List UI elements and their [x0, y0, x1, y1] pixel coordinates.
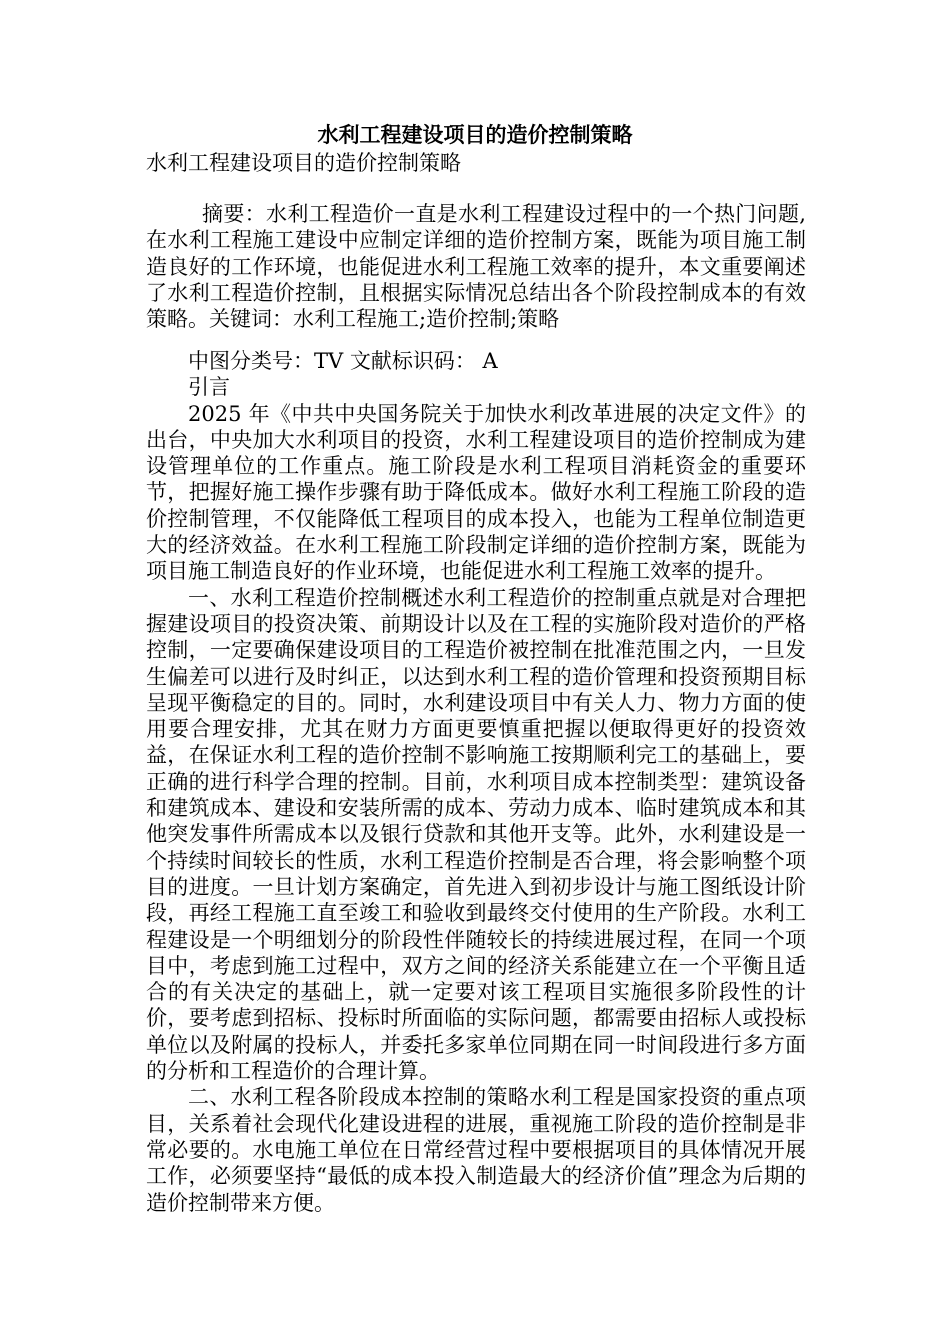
body-paragraph: 二、水利工程各阶段成本控制的策略水利工程是国家投资的重点项目，关系着社会现代化建设进程的进展，重视施工阶段的造价控制是非常必要的。水电施工单位在日常经营过程中要根据项目的具体情况开展工作，必须要坚持“最低的成本投入制造最大的经济价值”理念为后期的造价控制带来方便。	[146, 1085, 806, 1215]
body-section	[146, 348, 806, 1216]
body-paragraph: 一、水利工程造价控制概述水利工程造价的控制重点就是对合理把握建设项目的投资决策、前期设计以及在工程的实施阶段对造价的严格控制，一定要确保建设项目的工程造价被控制在批准范围之内，一旦发生偏差可以进行及时纠正，以达到水利工程的造价管理和投资预期目标呈现平衡稳定的目的。同时，水利建设项目中有关人力、物力方面的使用要合理安排，尤其在财力方面更要慎重把握以便取得更好的投资效益，在保证水利工程的造价控制不影响施工按期顺利完工的基础上，要正确的进行科学合理的控制。目前，水利项目成本控制类型：建筑设备和建筑成本、建设和安装所需的成本、劳动力成本、临时建筑成本和其他突发事件所需成本以及银行贷款和其他开支等。此外，水利建设是一个持续时间较长的性质，水利工程造价控制是否合理，将会影响整个项目的进度。一旦计划方案确定，首先进入到初步设计与施工图纸设计阶段，再经工程施工直至竣工和验收到最终交付使用的生产阶段。水利工程建设是一个明细划分的阶段性伴随较长的持续进展过程，在同一个项目中，考虑到施工过程中，双方之间的经济关系能建立在一个平衡且适合的有关决定的基础上，就一定要对该工程项目实施很多阶段性的计价，要考虑到招标、投标时所面临的实际问题，都需要由招标人或投标单位以及附属的投标人，并委托多家单位同期在同一时间段进行多方面的分析和工程造价的合理计算。	[146, 585, 806, 1084]
document-subtitle: 水利工程建设项目的造价控制策略	[146, 151, 461, 175]
body-paragraph: 2025 年《中共中央国务院关于加快水利改革进展的决定文件》的出台，中央加大水利项目的投资，水利工程建设项目的造价控制成为建设管理单位的工作重点。施工阶段是水利工程项目消耗资金的重要环节，把握好施工操作步骤有助于降低成本。做好水利工程施工阶段的造价控制管理，不仅能降低工程项目的成本投入，也能为工程单位制造更大的经济效益。在水利工程施工阶段制定详细的造价控制方案，既能为项目施工制造良好的作业环境，也能促进水利工程施工效率的提升。	[146, 401, 806, 584]
abstract-section	[146, 201, 806, 332]
classification-line: 中图分类号：TV 文献标识码： A	[188, 349, 498, 373]
abstract-text: 摘要：水利工程造价一直是水利工程建设过程中的一个热门问题,在水利工程施工建设中应制定详细的造价控制方案，既能为项目施工制造良好的工作环境，也能促进水利工程施工效率的提升，本文重要阐述了水利工程造价控制，且根据实际情况总结出各个阶段控制成本的有效策略。关键词：水利工程施工;造价控制;策略	[146, 202, 806, 332]
document-title: 水利工程建设项目的造价控制策略	[317, 123, 633, 147]
intro-heading: 引言	[188, 375, 230, 400]
